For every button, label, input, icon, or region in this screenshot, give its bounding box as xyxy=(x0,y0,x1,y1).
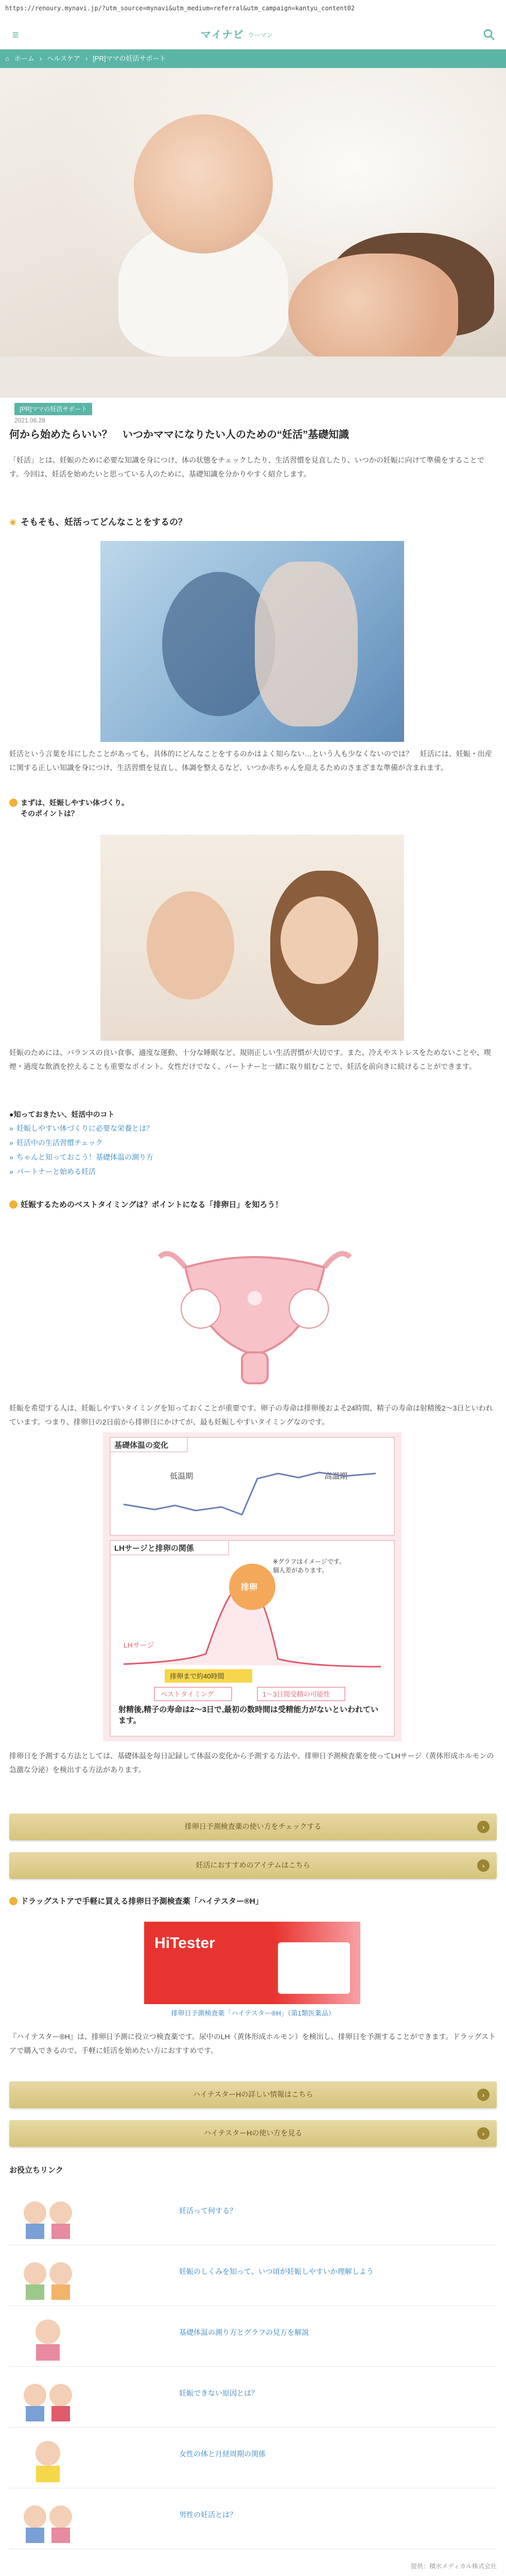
breadcrumb-home[interactable]: ホーム xyxy=(14,54,34,62)
home-icon[interactable]: ⌂ xyxy=(5,54,9,62)
breadcrumb-current: [PR]ママの妊活サポート xyxy=(93,54,166,62)
related-item[interactable]: 妊娠できない原因とは？ xyxy=(9,2367,497,2428)
list-link[interactable]: » ちゃんと知っておこう！基礎体温の測り方 xyxy=(9,1150,497,1164)
illustration-woman-icon xyxy=(9,2433,86,2483)
illustration-woman-icon xyxy=(9,2311,86,2362)
list-link[interactable]: » 妊活中の生活習慣チェック xyxy=(9,1136,497,1150)
bbt-title: 基礎体温の変化 xyxy=(114,1441,169,1450)
article-title: 何から始めたらいい？ いつかママになりたい人のための“妊活”基礎知識 xyxy=(9,429,349,440)
lh-title: LHサージと排卵の関係 xyxy=(114,1544,194,1553)
arrow-right-icon: › xyxy=(477,2127,490,2140)
illustration-couple-icon xyxy=(9,2494,86,2544)
illustration-couple-icon xyxy=(9,2372,86,2422)
uterus-illustration xyxy=(154,1236,355,1391)
fertile-window-label: 1～3日間受精の可能性 xyxy=(263,1690,330,1698)
related-heading: お役立ちリンク xyxy=(9,2166,63,2175)
search-icon[interactable] xyxy=(482,28,496,41)
breadcrumb-healthcare[interactable]: ヘルスケア xyxy=(47,54,80,62)
section1-body: 妊活という言葉を耳にしたことがあっても、具体的にどんなことをするのかはよく知らない…という人も少なくないのでは？ 妊活には、妊娠・出産に関する正しい知識を身につけ、生活習慣を見直し、体調を整えるなど、いつか赤ちゃんを迎えるためのさまざまな準備が含まれます。 xyxy=(9,750,492,772)
best-timing-label: ベストタイミング xyxy=(161,1690,214,1698)
ovulation-chart xyxy=(103,1432,402,1741)
related-item[interactable]: 男性の妊活とは？ xyxy=(9,2488,497,2549)
sperm-lifespan-note: 射精後,精子の寿命は2～3日で,最初の数時間は受精能力がないといわれています。 xyxy=(118,1705,379,1725)
logo-sub: ウーマン xyxy=(248,31,273,39)
related-item[interactable]: 女性の体と月経周期の関係 xyxy=(9,2428,497,2488)
high-temp-label: 高温期 xyxy=(324,1472,348,1481)
related-item[interactable]: 妊娠のしくみを知って、いつ頃が妊娠しやすいか理解しよう xyxy=(9,2245,497,2306)
lightbulb-icon xyxy=(9,1200,18,1209)
low-temp-label: 低温期 xyxy=(170,1472,194,1481)
product-logo: HiTester xyxy=(154,1935,215,1952)
hero-image xyxy=(0,68,506,398)
arrow-right-icon: › xyxy=(477,1821,490,1833)
lightbulb-icon xyxy=(9,799,18,807)
bullet-icon xyxy=(9,519,16,526)
article-date: 2021.06.28 xyxy=(14,417,46,424)
section1-body2: 妊娠のためには、バランスの良い食事、適度な運動、十分な睡眠など、規則正しい生活習慣が大切です。また、冷えやストレスをためないことや、喫煙・過度な飲酒を控えることも重要なポイント。女性だけでなく、パートナーと一緒に取り組むことで、妊活を前向きに続けることができます。 xyxy=(9,1048,491,1071)
logo-text: マイナビ xyxy=(201,29,244,41)
sponsor-note: 提供：積水メディカル株式会社 xyxy=(410,2563,497,2570)
mother-baby-photo xyxy=(100,835,404,1041)
product-caption[interactable]: 排卵日予測検査薬「ハイテスター®H」（第1類医薬品） xyxy=(171,2009,335,2017)
illustration-couple-icon xyxy=(9,2250,86,2301)
pregnant-couple-photo xyxy=(100,541,404,742)
ovulation-test-button[interactable]: 排卵日予測検査薬の使い方をチェックする › xyxy=(9,1814,497,1840)
list-link[interactable]: » 妊娠しやすい体づくりに必要な栄養とは？ xyxy=(9,1121,497,1136)
related-item[interactable]: 基礎体温の測り方とグラフの見方を解説 xyxy=(9,2306,497,2367)
breadcrumb: ⌂ ホーム › ヘルスケア › [PR]ママの妊活サポート xyxy=(0,49,506,68)
intro-text: 「妊活」とは、妊娠のために必要な知識を身につけ、体の状態をチェックしたり、生活習慣を見直したり、いつかの妊娠に向けて準備をすることです。今回は、妊活を始めたいと思っている人のために、基礎知識を分かりやすく紹介します。 xyxy=(9,456,484,478)
list-link[interactable]: » パートナーと始める妊活 xyxy=(9,1164,497,1179)
ovulation-label: 排卵 xyxy=(241,1583,258,1592)
within-hours-label: 排卵まで約40時間 xyxy=(170,1672,224,1680)
link-list-1 xyxy=(9,1121,497,1179)
section2-heading: 妊娠するためのベストタイミングは？ポイントになる「排卵日」を知ろう！ xyxy=(9,1199,497,1211)
site-logo[interactable] xyxy=(201,27,273,43)
arrow-right-icon: › xyxy=(477,2089,490,2101)
browser-url-bar[interactable]: https://renoury.mynavi.jp/?utm_source=mynavi&utm_medium=referral&utm_campaign=kantyu_content02 xyxy=(0,0,506,21)
section1-heading: そもそも、妊活ってどんなことをするの？ xyxy=(9,515,497,530)
category-tag[interactable]: [PR]ママの妊活サポート xyxy=(14,403,92,415)
section4-body: 『ハイテスター®H』は、排卵日予測に役立つ検査薬です。尿中のLH（黄体形成ホルモン）を検出し、排卵日を予測することができます。ドラッグストアで購入できるので、手軽に妊活を始めたい方におすすめです。 xyxy=(9,2032,496,2055)
list-heading: ●知っておきたい、妊活中のコト xyxy=(9,1110,115,1118)
related-item[interactable]: 妊活って何する？ xyxy=(9,2184,497,2245)
section3-body: 排卵日を予測する方法としては、基礎体温を毎日記録して体温の変化から予測する方法や、排卵日予測検査薬を使ってLHサージ（黄体形成ホルモンの急激な分泌）を検出する方法があります。 xyxy=(9,1752,494,1774)
chart-note-2: 個人差があります。 xyxy=(273,1567,328,1574)
hitester-info-button[interactable]: ハイテスターHの詳しい情報はこちら › xyxy=(9,2081,497,2108)
arrow-right-icon: › xyxy=(477,1859,490,1872)
items-button[interactable]: 妊活におすすめのアイテムはこちら › xyxy=(9,1852,497,1879)
illustration-couple-icon xyxy=(9,2190,86,2240)
product-image[interactable] xyxy=(144,1922,360,2004)
lh-label: LHサージ xyxy=(124,1641,154,1649)
section2-body: 妊娠を希望する人は、妊娠しやすいタイミングを知っておくことが重要です。卵子の寿命は排卵後およそ24時間、精子の寿命は射精後2～3日といわれています。つまり、排卵日の2日前から排卵日にかけてが、最も妊娠しやすいタイミングなのです。 xyxy=(9,1404,493,1426)
menu-icon[interactable]: ≡ xyxy=(12,28,19,41)
section4-heading: ドラッグストアで手軽に買える排卵日予測検査薬「ハイテスター®H」 xyxy=(9,1896,497,1908)
site-header xyxy=(0,21,506,49)
section1-note: まずは、妊娠しやすい体づくり。 そのポイントは？ xyxy=(9,798,497,819)
lightbulb-icon xyxy=(9,1897,18,1905)
hitester-howto-button[interactable]: ハイテスターHの使い方を見る › xyxy=(9,2120,497,2147)
chart-note-1: ※グラフはイメージです。 xyxy=(273,1558,345,1565)
